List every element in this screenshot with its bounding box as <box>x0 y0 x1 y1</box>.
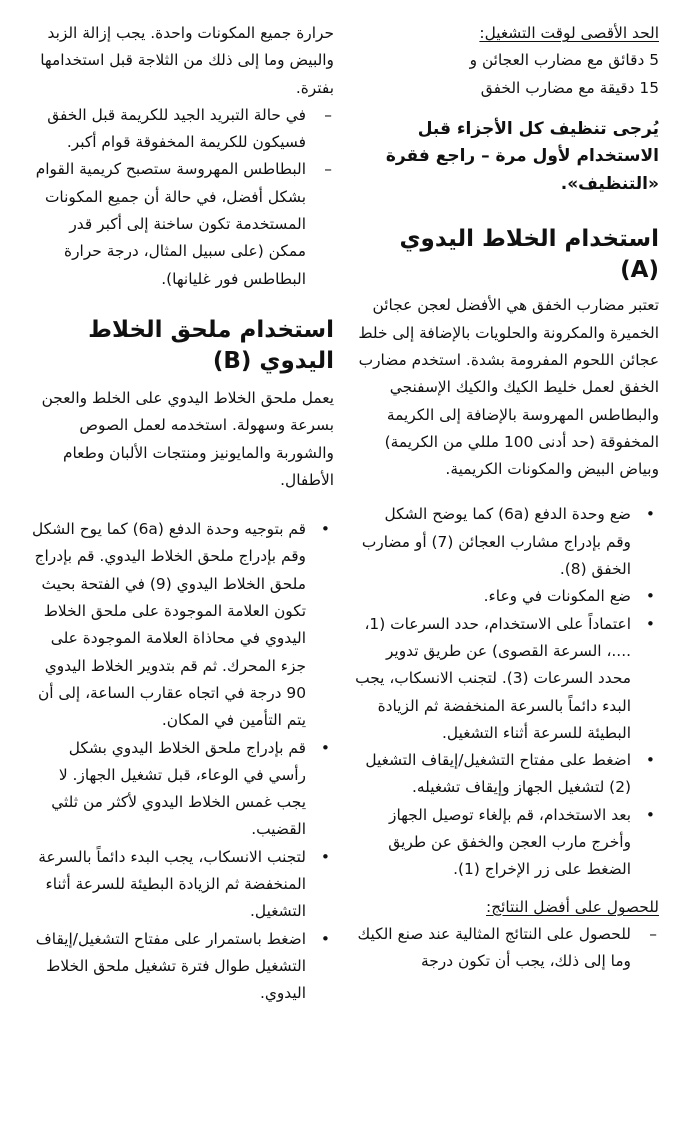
right-column <box>355 20 659 976</box>
list-item: • اضغط على مفتاح التشغيل/إيقاف التشغيل (2) لتشغيل الجهاز وإيقاف تشغيله. <box>355 747 659 802</box>
list-item: • ضع المكونات في وعاء. <box>355 583 659 610</box>
results-dash-list <box>355 921 659 976</box>
section-a-bullet-list <box>355 501 659 883</box>
tips-dash-list <box>28 102 334 293</box>
list-item: • لتجنب الانسكاب، يجب البدء دائماً بالسرعة المنخفضة ثم الزيادة البطيئة للسرعة أثناء التشغيل. <box>28 844 334 926</box>
list-item: • اعتماداً على الاستخدام، حدد السرعات (1، ....، السرعة القصوى) عن طريق تدوير محدد السرعات (3). لتجنب الانسكاب، يجب البدء دائماً بالسرعة المنخفضة ثم الزيادة البطيئة للسرعة أثناء التشغيل. <box>355 611 659 747</box>
list-item: – البطاطس المهروسة ستصبح كريمية القوام بشكل أفضل، في حالة أن جميع المكونات المستخدمة تكون ساخنة إلى أكبر قدر ممكن (على سبيل المثال، درجة حرارة البطاطس فور غليانها). <box>28 156 334 292</box>
section-a-intro: تعتبر مضارب الخفق هي الأفضل لعجن عجائن الخميرة والمكرونة والحلويات بالإضافة إلى خلط عجائن اللحوم المفرومة بشدة. استخدم مضارب الخفق لعمل خليط الكيك والكيك الإسفنجي والبطاطس المهروسة بالإضافة إلى الكريمة المخفوقة (حد أدنى 100 مللي من الكريمة) وبياض البيض والمكونات الكريمية. <box>358 296 659 479</box>
list-item: • قم بإدراج ملحق الخلاط اليدوي بشكل رأسي في الوعاء، قبل تشغيل الجهاز. لا يجب غمس الخلاط اليدوي لأكثر من ثلثي القضيب. <box>28 735 334 844</box>
list-item: • بعد الاستخدام، قم بإلغاء توصيل الجهاز وأخرج مارب العجن والخفق عن طريق الضغط على زر الإخراج (1). <box>355 802 659 884</box>
section-b-intro: يعمل ملحق الخلاط اليدوي على الخلط والعجن بسرعة وسهولة. استخدمه لعمل الصوص والشوربة والمايونيز ومنتجات الألبان وطعام الأطفال. <box>41 388 334 489</box>
list-item: – في حالة التبريد الجيد للكريمة قبل الخفق فسيكون للكريمة المخفوقة قوام أكبر. <box>28 102 334 157</box>
list-item: • قم بتوجيه وحدة الدفع (6a) كما يوح الشكل وقم بإدراج ملحق الخلاط اليدوي. قم بإدراج ملحق الخلاط اليدوي (9) في الفتحة بحيث تكون العلامة الموجودة على ملحق الخلاط اليدوي في محاذاة العلامة الموجودة على جزء المحرك. ثم قم بتدوير الخلاط اليدوي 90 درجة في اتجاه عقارب الساعة، إلى أن يتم التأمين في المكان. <box>28 516 334 734</box>
section-a-title: استخدام الخلاط اليدوي (A) <box>399 226 659 284</box>
left-column <box>28 20 334 1008</box>
list-item: • اضغط باستمرار على مفتاح التشغيل/إيقاف التشغيل طوال فترة تشغيل ملحق الخلاط اليدوي. <box>28 926 334 1008</box>
section-b-bullet-list <box>28 516 334 1007</box>
section-b-title: استخدام ملحق الخلاط اليدوي (B) <box>88 316 334 374</box>
cleaning-note: يُرجى تنظيف كل الأجزاء قبل الاستخدام لأول مرة – راجع فقرة «التنظيف». <box>385 118 659 194</box>
list-item: – للحصول على النتائج المثالية عند صنع الكيك وما إلى ذلك، يجب أن تكون درجة <box>355 921 659 976</box>
list-item: • ضع وحدة الدفع (6a) كما يوضح الشكل وقم بإدراج مشارب العجائن (7) أو مضارب الخفق (8). <box>355 501 659 583</box>
results-heading: للحصول على أفضل النتائج: <box>486 897 659 916</box>
max-time-line-2: 15 دقيقة مع مضارب الخفق <box>480 78 659 97</box>
max-time-line-1: 5 دقائق مع مضارب العجائن و <box>469 51 659 70</box>
max-time-heading: الحد الأقصى لوقت التشغيل: <box>479 24 659 42</box>
continued-text: حرارة جميع المكونات واحدة. يجب إزالة الزبد والبيض وما إلى ذلك من الثلاجة قبل استخدامها بفترة. <box>40 24 334 97</box>
